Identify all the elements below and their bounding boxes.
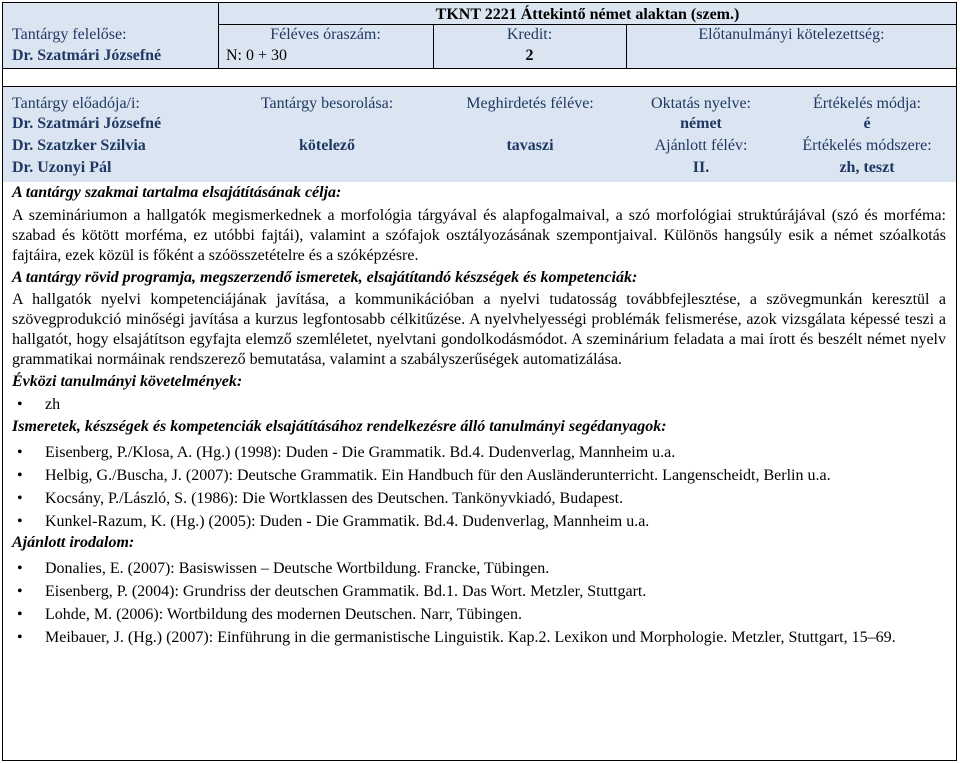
credit-label: Kredit:	[506, 26, 553, 43]
aim-heading: A tantárgy szakmai tartalma elsajátításának célja:	[12, 184, 342, 201]
divider	[2, 86, 957, 87]
materials-list	[12, 443, 946, 532]
list-item: • Kocsány, P./László, S. (1986): Die Wortklassen des Deutschen. Tankönyvkiadó, Budapest.	[12, 489, 946, 509]
list-item: • Meibauer, J. (Hg.) (2007): Einführung in die germanistische Linguistik. Kap.2. Lexikon und Morphologie. Metzler, Stuttgart, 15–69.	[12, 628, 946, 648]
language-label: Oktatás nyelve:	[651, 95, 751, 112]
list-item: • Kunkel-Razum, K. (Hg.) (2005): Duden - Die Grammatik. Bd.4. Dudenverlag, Mannheim u.a.	[12, 512, 946, 532]
literature-heading: Ajánlott irodalom:	[12, 534, 135, 551]
classification-value: kötelező	[299, 137, 355, 154]
language-value: német	[680, 115, 722, 132]
requirements-heading: Évközi tanulmányi követelmények:	[12, 373, 243, 390]
aim-text: A szemináriumon a hallgatók megismerkednek a morfológia tárgyával és alapfogalmaival, a szó morfológiai struktúrájával (szó és morféma: szabad és kötött morféma, ez utóbbi fajtái), valamint a szófajok osztályozásának szempontjaival. Különös hangsúly esik a német szóalkotás fajtáira, ezek közül is főként a szóösszetételre és a szóképzésre.	[12, 207, 946, 264]
literature-list	[12, 559, 946, 648]
recommended-label: Ajánlott félév:	[654, 137, 748, 154]
recommended-value: II.	[692, 159, 710, 176]
list-item: • Donalies, E. (2007): Basiswissen – Deutsche Wortbildung. Francke, Tübingen.	[12, 559, 946, 579]
list-item: • Helbig, G./Buscha, J. (2007): Deutsche Grammatik. Ein Handbuch für den Ausländerunterricht. Langenscheidt, Berlin u.a.	[12, 466, 946, 486]
list-item: • Eisenberg, P./Klosa, A. (Hg.) (1998): Duden - Die Grammatik. Bd.4. Dudenverlag, Mannheim u.a.	[12, 443, 946, 463]
divider	[2, 68, 957, 69]
program-text: A hallgatók nyelvi kompetenciájának javítása, a kommunikációban a nyelvi tudatosság továbbfejlesztése, a szövegmunkán keresztül a szövegprodukció minőségi javítása a kurzus legfontosabb célkitűzése. A nyelvhelyességi problémák felismerése, azok vizsgálata képessé teszi a hallgatót, hogy elsajátítson egyfajta elemző szemléletet, nyelvtani gondolkodásmódot. A szeminárium feladata a mai írott és beszélt német nyelv grammatikai normáinak rendszerező bemutatása, valamint a szabályszerűségek automatizálása.	[12, 291, 946, 368]
credit-value: 2	[525, 47, 534, 64]
requirements-list	[12, 395, 946, 415]
lecturer-name: Dr. Uzonyi Pál	[12, 159, 112, 176]
list-item: • Eisenberg, P. (2004): Grundriss der deutschen Grammatik. Bd.1. Das Wort. Metzler, Stuttgart.	[12, 582, 946, 602]
lecturer-label: Tantárgy előadója/i:	[12, 95, 140, 112]
method-label: Értékelés módszere:	[802, 137, 932, 154]
lecturer-name: Dr. Szatmári Józsefné	[12, 115, 162, 132]
list-item: • Lohde, M. (2006): Wortbildung des modernen Deutschen. Narr, Tübingen.	[12, 605, 946, 625]
method-value: zh, teszt	[839, 159, 895, 176]
course-description	[12, 183, 946, 648]
list-item: • zh	[12, 395, 946, 415]
course-title: TKNT 2221 Áttekintő német alaktan (szem.)	[435, 6, 740, 23]
responsible-label: Tantárgy felelőse:	[12, 26, 127, 43]
semester-value: tavaszi	[506, 137, 554, 154]
classification-label: Tantárgy besorolása:	[260, 95, 394, 112]
lecturer-name: Dr. Szatzker Szilvia	[12, 137, 146, 154]
assessment-label: Értékelés módja:	[813, 95, 921, 112]
responsible-name: Dr. Szatmári Józsefné	[12, 47, 162, 64]
hours-label: Féléves óraszám:	[270, 26, 381, 43]
prereq-label: Előtanulmányi kötelezettség:	[698, 26, 885, 43]
assessment-value: é	[863, 115, 871, 132]
hours-value: N: 0 + 30	[226, 47, 288, 64]
materials-heading: Ismeretek, készségek és kompetenciák elsajátításához rendelkezésre álló tanulmányi segédanyagok:	[12, 418, 667, 435]
semester-label: Meghirdetés féléve:	[466, 95, 594, 112]
program-heading: A tantárgy rövid programja, megszerzendő ismeretek, elsajátítandó készségek és kompetenciák:	[12, 269, 638, 286]
